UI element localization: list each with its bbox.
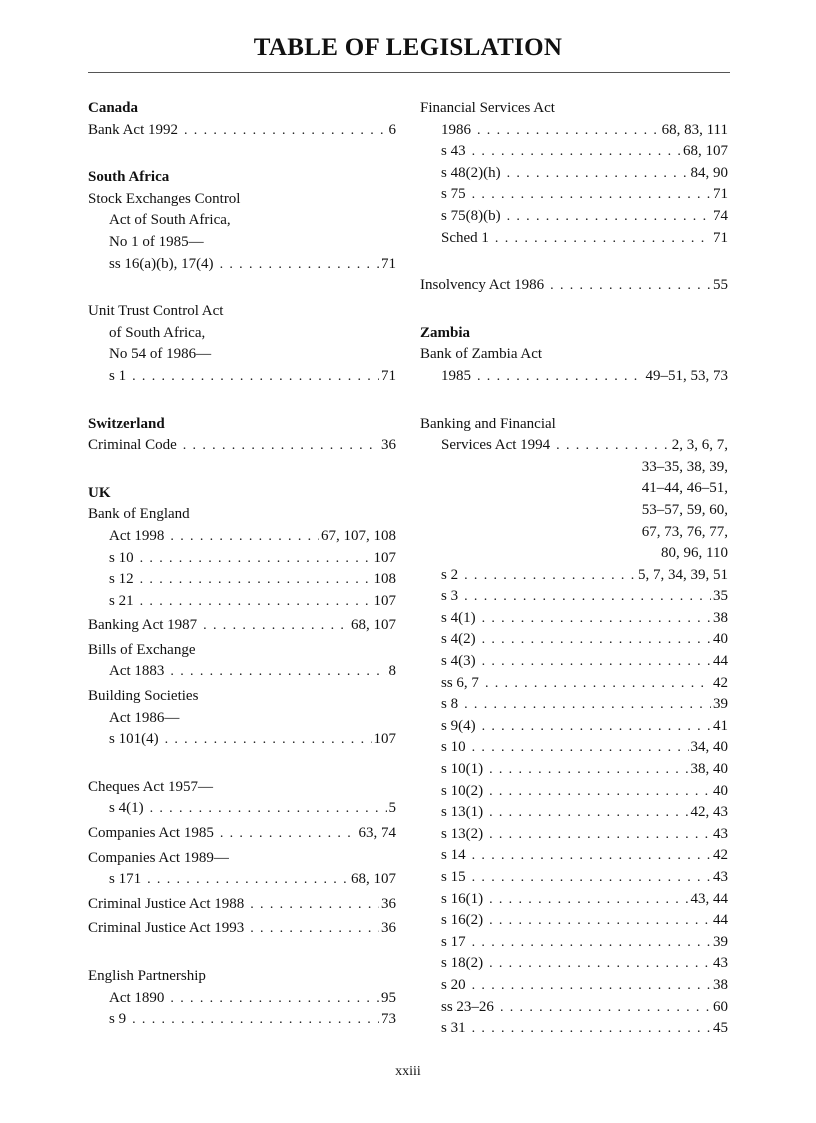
index-entry: English Partnership: [88, 968, 206, 984]
index-entry: s 17 . . . 39: [420, 932, 728, 954]
index-entry: s 8 . . . 39: [420, 694, 728, 716]
index-entry: Bills of Exchange: [88, 641, 196, 658]
index-entry: Sched 1 . . . 71: [420, 228, 728, 250]
index-entry: of South Africa,: [109, 324, 206, 341]
left-column: [88, 98, 396, 1031]
index-entry: 1985 . . . 49–51, 53, 73: [420, 366, 728, 388]
index-entry: No 1 of 1985—: [109, 233, 204, 250]
index-entry: Criminal Code . . . 36: [88, 435, 396, 457]
index-entry: Act 1998 . . . 67, 107, 108: [88, 526, 396, 548]
index-entry: Act 1890 . . . 95: [88, 988, 396, 1010]
title-rule: [88, 72, 730, 73]
index-entry: Building Societies: [88, 688, 199, 705]
index-entry: ss 23–26 . . . 60: [420, 997, 728, 1019]
index-entry: Financial Services Act: [420, 100, 555, 116]
index-entry: s 13(2) . . . 43: [420, 824, 728, 846]
index-entry: s 15 . . . 43: [420, 867, 728, 889]
index-entry: 53–57, 59, 60,: [641, 501, 728, 518]
index-entry: s 171 . . . 68, 107: [88, 869, 396, 891]
index-entry: Stock Exchanges Control: [88, 190, 241, 207]
heading-switzerland: Switzerland: [88, 415, 165, 432]
index-entry: s 75(8)(b) . . . 74: [420, 206, 728, 228]
index-entry: s 21 . . . 107: [88, 591, 396, 613]
index-entry: Bank Act 1992 . . . 6: [88, 120, 396, 142]
index-entry: s 18(2) . . . 43: [420, 953, 728, 975]
index-entry: 41–44, 46–51,: [641, 480, 728, 497]
index-entry: Act 1986—: [109, 709, 180, 726]
index-entry: s 10 . . . 107: [88, 548, 396, 570]
index-entry: 33–35, 38, 39,: [641, 458, 728, 475]
index-entry: Criminal Justice Act 1988 . . . 36: [88, 894, 396, 916]
index-entry: s 20 . . . 38: [420, 975, 728, 997]
index-entry: s 4(2) . . . 40: [420, 629, 728, 651]
index-entry: Companies Act 1985 . . . 63, 74: [88, 823, 396, 845]
index-entry: s 10(1) . . . 38, 40: [420, 759, 728, 781]
heading-zambia: Zambia: [420, 324, 471, 341]
index-entry: Companies Act 1989—: [88, 849, 229, 866]
index-entry: s 16(2) . . . 44: [420, 910, 728, 932]
index-entry: Act 1883 . . . 8: [88, 661, 396, 683]
index-entry: s 48(2)(h) . . . 84, 90: [420, 163, 728, 185]
index-entry: Bank of Zambia Act: [420, 346, 543, 363]
index-entry: s 4(3) . . . 44: [420, 651, 728, 673]
index-entry: Cheques Act 1957—: [88, 778, 213, 795]
index-entry: s 4(1) . . . 5: [88, 798, 396, 820]
index-entry: ss 16(a)(b), 17(4) . . . 71: [88, 254, 396, 276]
heading-canada: Canada: [88, 100, 139, 116]
index-entry: s 3 . . . 35: [420, 586, 728, 608]
index-entry: s 10 . . . 34, 40: [420, 737, 728, 759]
index-entry: s 101(4) . . . 107: [88, 729, 396, 751]
index-entry: s 1 . . . 71: [88, 366, 396, 388]
index-entry: s 12 . . . 108: [88, 569, 396, 591]
right-column: [420, 98, 728, 1040]
page-title: TABLE OF LEGISLATION: [253, 34, 563, 61]
index-entry: Insolvency Act 1986 . . . 55: [420, 275, 728, 297]
page-number: xxiii: [395, 1064, 421, 1079]
index-entry: Bank of England: [88, 506, 190, 523]
index-entry: Banking and Financial: [420, 415, 556, 432]
index-entry: s 75 . . . 71: [420, 184, 728, 206]
index-entry: s 10(2) . . . 40: [420, 781, 728, 803]
heading-uk: UK: [88, 484, 111, 501]
index-entry: 1986 . . . 68, 83, 111: [420, 120, 728, 142]
index-entry: s 4(1) . . . 38: [420, 608, 728, 630]
index-entry: Unit Trust Control Act: [88, 303, 224, 320]
index-entry: 67, 73, 76, 77,: [641, 523, 728, 540]
index-entry: s 13(1) . . . 42, 43: [420, 802, 728, 824]
index-entry: s 31 . . . 45: [420, 1018, 728, 1040]
index-entry: s 9 . . . 73: [88, 1009, 396, 1031]
index-entry: 80, 96, 110: [661, 545, 728, 562]
index-entry: Banking Act 1987 . . . 68, 107: [88, 615, 396, 637]
index-entry: s 43 . . . 68, 107: [420, 141, 728, 163]
heading-south-africa: South Africa: [88, 169, 170, 186]
index-entry: No 54 of 1986—: [109, 346, 212, 363]
index-entry: s 14 . . . 42: [420, 845, 728, 867]
index-entry: s 16(1) . . . 43, 44: [420, 889, 728, 911]
index-entry: Act of South Africa,: [109, 212, 231, 229]
index-entry: s 2 . . . 5, 7, 34, 39, 51: [420, 565, 728, 587]
index-entry: Services Act 1994 . . . 2, 3, 6, 7,: [420, 435, 728, 457]
index-entry: Criminal Justice Act 1993 . . . 36: [88, 918, 396, 940]
index-entry: ss 6, 7 . . . 42: [420, 673, 728, 695]
index-entry: s 9(4) . . . 41: [420, 716, 728, 738]
